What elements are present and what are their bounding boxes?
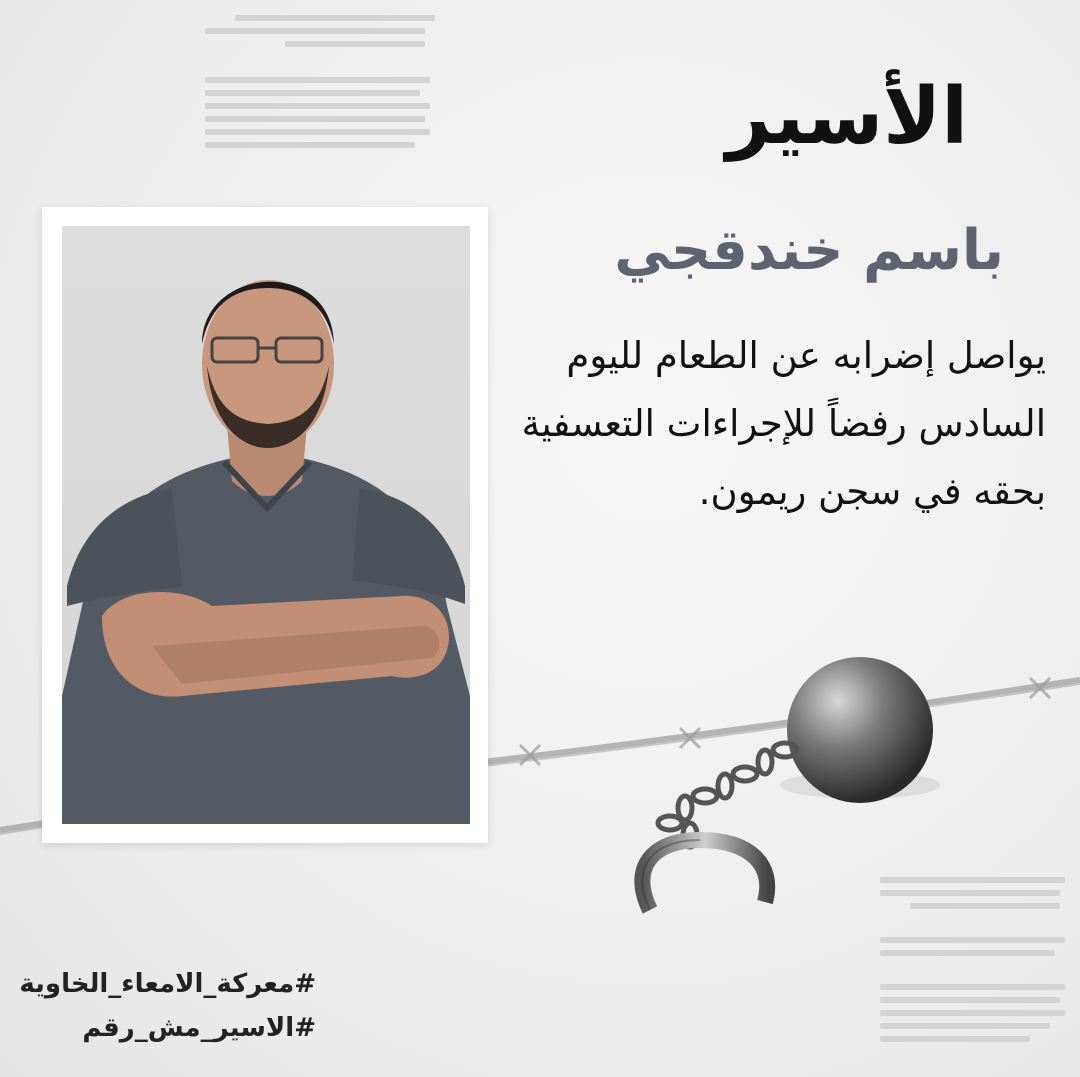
background-text-top xyxy=(205,8,435,155)
hashtags xyxy=(19,962,316,1050)
person-photo xyxy=(62,226,470,824)
statement-line: بحقه في سجن ريمون. xyxy=(698,470,1046,513)
statement-line: السادس رفضاً للإجراءات التعسفية xyxy=(521,402,1046,445)
chain xyxy=(658,743,797,847)
prisoner-name: باسم خندقجي xyxy=(614,218,1004,283)
page-title: الأسير xyxy=(726,72,968,162)
hashtag[interactable]: #الاسير_مش_رقم xyxy=(82,1013,316,1043)
iron-ball xyxy=(787,657,933,803)
statement-text xyxy=(486,322,1046,526)
shackle-cuff xyxy=(642,840,767,910)
statement-line: يواصل إضرابه عن الطعام لليوم xyxy=(566,334,1046,377)
photo-frame xyxy=(42,207,488,843)
hashtag[interactable]: #معركة_الامعاء_الخاوية xyxy=(19,969,316,999)
